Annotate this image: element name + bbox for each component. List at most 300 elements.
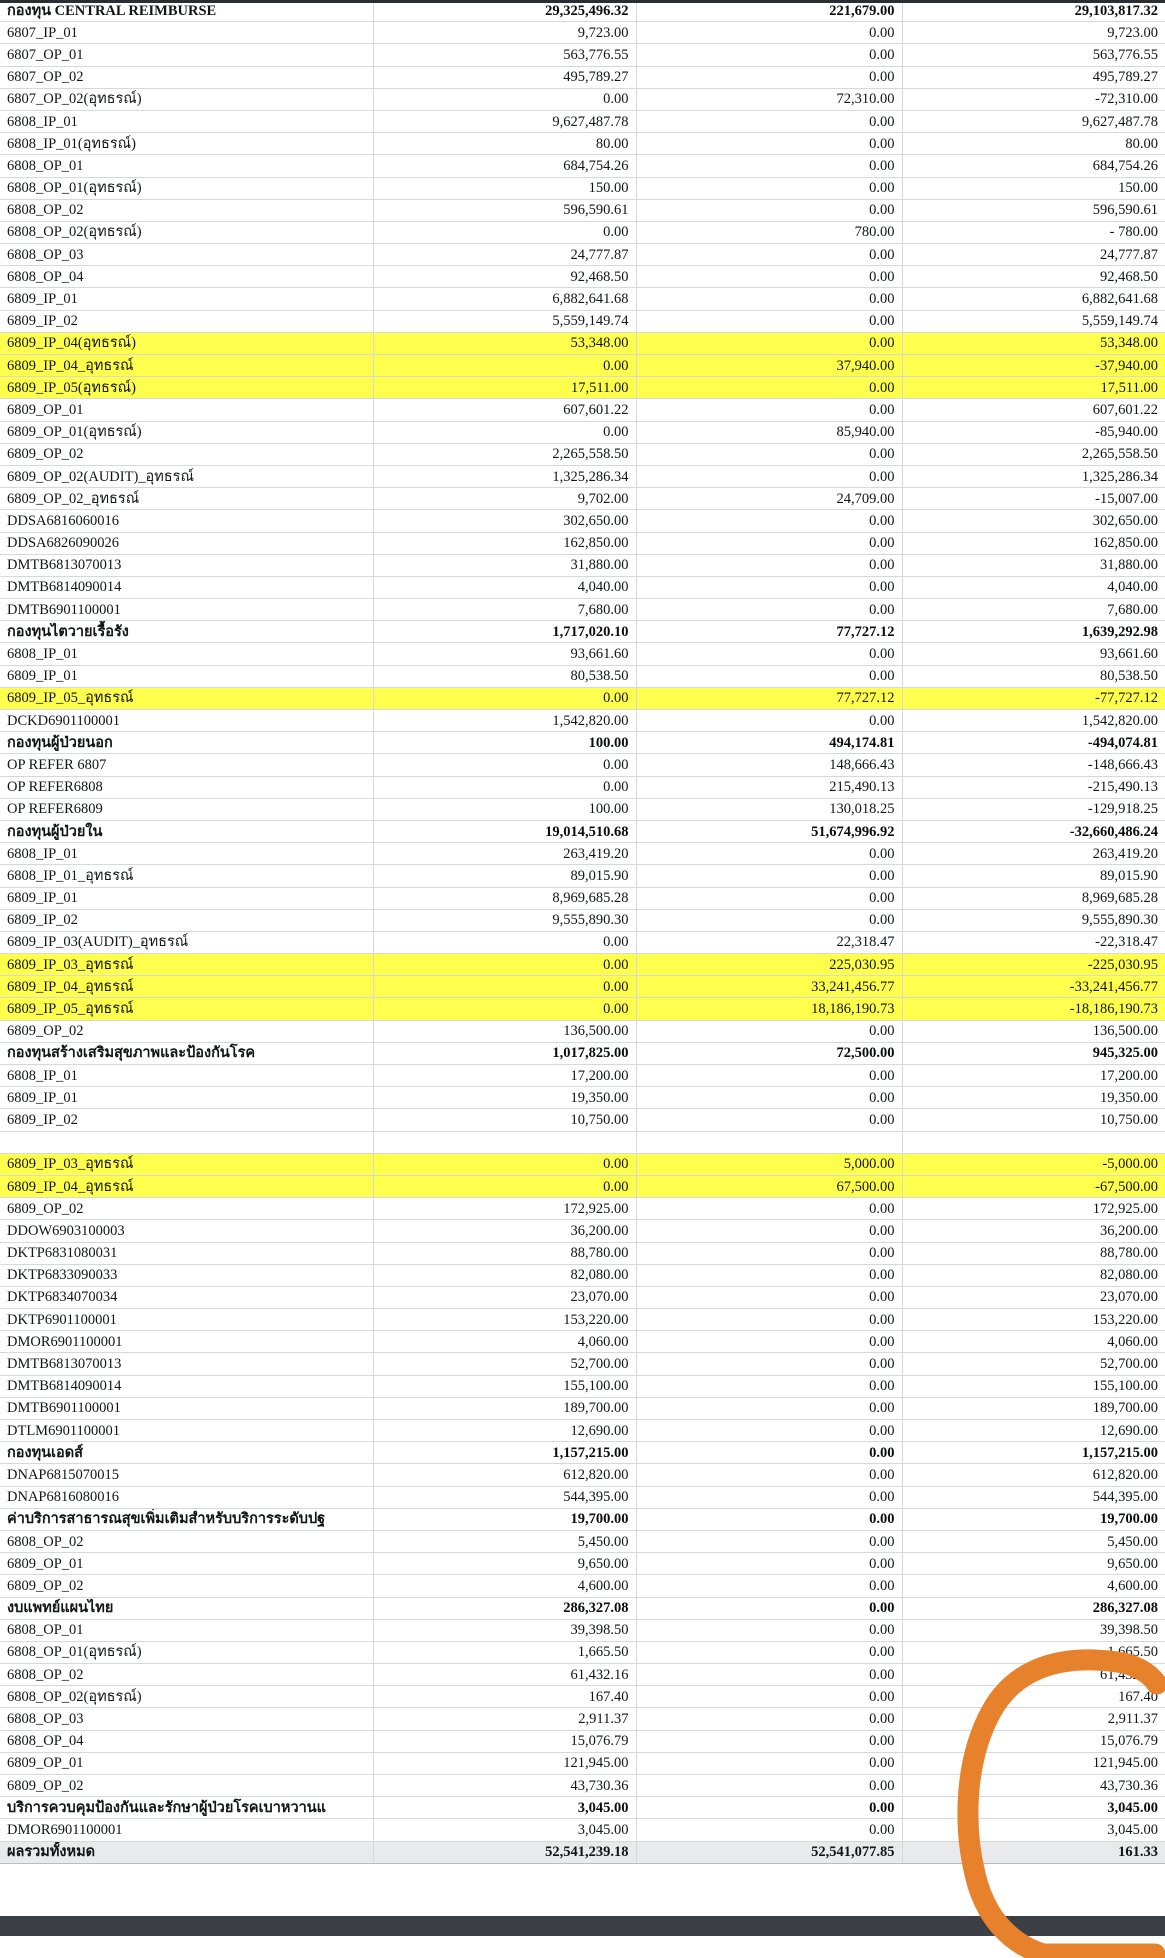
- row-amount2: 0.00: [636, 1619, 902, 1641]
- row-amount3: 17,200.00: [902, 1065, 1165, 1087]
- table-group-row[interactable]: [0, 732, 1165, 754]
- row-label: DKTP6831080031: [0, 1242, 373, 1264]
- row-label: DMTB6814090014: [0, 576, 373, 598]
- row-amount3: -5,000.00: [902, 1153, 1165, 1175]
- row-amount3: 495,789.27: [902, 66, 1165, 88]
- row-amount3: 80.00: [902, 133, 1165, 155]
- row-amount3: 2,911.37: [902, 1708, 1165, 1730]
- table-row[interactable]: [0, 776, 1165, 798]
- table-row[interactable]: [0, 1175, 1165, 1197]
- row-amount1: [373, 1131, 636, 1153]
- table-row[interactable]: [0, 1819, 1165, 1841]
- row-amount2: 0.00: [636, 710, 902, 732]
- row-amount1: 155,100.00: [373, 1375, 636, 1397]
- table-row[interactable]: [0, 976, 1165, 998]
- table-row[interactable]: [0, 1530, 1165, 1552]
- row-amount1: 80.00: [373, 133, 636, 155]
- row-amount1: 167.40: [373, 1686, 636, 1708]
- row-label: DDSA6826090026: [0, 532, 373, 554]
- row-amount1: 100.00: [373, 798, 636, 820]
- row-amount2: 0.00: [636, 510, 902, 532]
- row-label: 6809_IP_02: [0, 1109, 373, 1131]
- row-amount2: 0.00: [636, 1664, 902, 1686]
- table-row[interactable]: [0, 1486, 1165, 1508]
- row-label: 6809_OP_01: [0, 1553, 373, 1575]
- row-amount2: 0.00: [636, 399, 902, 421]
- row-label: 6809_OP_02: [0, 1020, 373, 1042]
- row-label: 6809_OP_01: [0, 399, 373, 421]
- table-row[interactable]: [0, 1198, 1165, 1220]
- row-amount2: 225,030.95: [636, 954, 902, 976]
- row-amount2: 52,541,077.85: [636, 1841, 902, 1863]
- row-amount2: 0.00: [636, 1375, 902, 1397]
- row-amount3: 92,468.50: [902, 266, 1165, 288]
- table-row[interactable]: [0, 177, 1165, 199]
- row-amount1: 82,080.00: [373, 1264, 636, 1286]
- row-label: OP REFER6809: [0, 798, 373, 820]
- table-row[interactable]: [0, 532, 1165, 554]
- row-amount1: 100.00: [373, 732, 636, 754]
- row-label: 6809_IP_05(อุทธรณ์): [0, 377, 373, 399]
- row-amount3: 1,665.50: [902, 1641, 1165, 1663]
- row-label: 6809_OP_01(อุทธรณ์): [0, 421, 373, 443]
- row-amount3: 596,590.61: [902, 199, 1165, 221]
- row-amount3: 1,542,820.00: [902, 710, 1165, 732]
- row-amount3: 17,511.00: [902, 377, 1165, 399]
- row-label: 6808_OP_02: [0, 199, 373, 221]
- table-row[interactable]: [0, 1641, 1165, 1663]
- row-amount3: 9,650.00: [902, 1553, 1165, 1575]
- row-amount1: 39,398.50: [373, 1619, 636, 1641]
- row-label: DNAP6816080016: [0, 1486, 373, 1508]
- row-amount3: 89,015.90: [902, 865, 1165, 887]
- row-amount1: 2,265,558.50: [373, 443, 636, 465]
- row-amount3: 43,730.36: [902, 1775, 1165, 1797]
- table-row[interactable]: [0, 488, 1165, 510]
- row-amount2: 0.00: [636, 599, 902, 621]
- row-label: 6808_IP_01: [0, 110, 373, 132]
- row-amount2: 24,709.00: [636, 488, 902, 510]
- table-row[interactable]: [0, 931, 1165, 953]
- row-amount3: 4,600.00: [902, 1575, 1165, 1597]
- row-amount1: 596,590.61: [373, 199, 636, 221]
- table-group-row[interactable]: [0, 1042, 1165, 1064]
- row-amount1: 0.00: [373, 1153, 636, 1175]
- table-row[interactable]: [0, 199, 1165, 221]
- row-label: DMOR6901100001: [0, 1819, 373, 1841]
- table-row[interactable]: [0, 1309, 1165, 1331]
- row-amount3: 15,076.79: [902, 1730, 1165, 1752]
- row-amount1: 172,925.00: [373, 1198, 636, 1220]
- table-row[interactable]: [0, 798, 1165, 820]
- row-amount2: 85,940.00: [636, 421, 902, 443]
- row-amount3: -148,666.43: [902, 754, 1165, 776]
- row-amount3: 23,070.00: [902, 1286, 1165, 1308]
- row-amount2: 0.00: [636, 1442, 902, 1464]
- row-amount1: 0.00: [373, 776, 636, 798]
- row-label: 6808_IP_01_อุทธรณ์: [0, 865, 373, 887]
- table-group-row[interactable]: [0, 1508, 1165, 1530]
- row-label: DKTP6834070034: [0, 1286, 373, 1308]
- row-amount2: 215,490.13: [636, 776, 902, 798]
- table-row[interactable]: [0, 1109, 1165, 1131]
- row-label: 6808_IP_01: [0, 843, 373, 865]
- row-amount1: 6,882,641.68: [373, 288, 636, 310]
- table-group-row[interactable]: [0, 1442, 1165, 1464]
- table-row[interactable]: [0, 1752, 1165, 1774]
- row-amount3: 61,432.16: [902, 1664, 1165, 1686]
- row-label: OP REFER 6807: [0, 754, 373, 776]
- row-amount2: 0.00: [636, 909, 902, 931]
- table-group-row[interactable]: [0, 1797, 1165, 1819]
- table-row[interactable]: [0, 1397, 1165, 1419]
- row-amount1: 92,468.50: [373, 266, 636, 288]
- row-amount1: 43,730.36: [373, 1775, 636, 1797]
- table-row[interactable]: [0, 1575, 1165, 1597]
- row-amount2: 0.00: [636, 199, 902, 221]
- row-label: 6809_OP_02: [0, 443, 373, 465]
- table-row[interactable]: [0, 266, 1165, 288]
- row-amount2: 0.00: [636, 1220, 902, 1242]
- row-amount2: 51,674,996.92: [636, 820, 902, 842]
- row-amount3: 6,882,641.68: [902, 288, 1165, 310]
- table-row[interactable]: [0, 133, 1165, 155]
- table-row[interactable]: [0, 1686, 1165, 1708]
- row-amount3: 945,325.00: [902, 1042, 1165, 1064]
- table-row[interactable]: [0, 88, 1165, 110]
- row-amount1: 8,969,685.28: [373, 887, 636, 909]
- row-amount3: -22,318.47: [902, 931, 1165, 953]
- row-label: DDOW6903100003: [0, 1220, 373, 1242]
- row-label: 6807_OP_02(อุทธรณ์): [0, 88, 373, 110]
- row-amount1: 10,750.00: [373, 1109, 636, 1131]
- row-amount1: 0.00: [373, 976, 636, 998]
- row-label: DMTB6814090014: [0, 1375, 373, 1397]
- table-row[interactable]: [0, 355, 1165, 377]
- row-amount1: 9,627,487.78: [373, 110, 636, 132]
- table-row[interactable]: [0, 1775, 1165, 1797]
- row-amount1: 1,665.50: [373, 1641, 636, 1663]
- table-row[interactable]: [0, 843, 1165, 865]
- row-amount2: 0.00: [636, 1087, 902, 1109]
- table-row[interactable]: [0, 1420, 1165, 1442]
- row-label: 6809_OP_02: [0, 1198, 373, 1220]
- table-row[interactable]: [0, 110, 1165, 132]
- row-amount2: 0.00: [636, 377, 902, 399]
- table-row[interactable]: [0, 1464, 1165, 1486]
- row-amount1: 495,789.27: [373, 66, 636, 88]
- row-label: กองทุนผู้ป่วยนอก: [0, 732, 373, 754]
- row-amount1: 684,754.26: [373, 155, 636, 177]
- row-amount2: 0.00: [636, 1420, 902, 1442]
- table-row[interactable]: [0, 1153, 1165, 1175]
- row-label: 6808_OP_01: [0, 155, 373, 177]
- row-amount1: 4,060.00: [373, 1331, 636, 1353]
- row-amount3: 161.33: [902, 1841, 1165, 1863]
- row-amount2: 18,186,190.73: [636, 998, 902, 1020]
- table-row[interactable]: [0, 1065, 1165, 1087]
- table-row[interactable]: [0, 377, 1165, 399]
- table-row[interactable]: [0, 954, 1165, 976]
- row-amount2: 0.00: [636, 1730, 902, 1752]
- row-amount3: - 780.00: [902, 221, 1165, 243]
- row-amount1: 17,511.00: [373, 377, 636, 399]
- row-amount3: 9,723.00: [902, 22, 1165, 44]
- row-label: กองทุน CENTRAL REIMBURSE: [0, 0, 373, 22]
- row-amount2: 0.00: [636, 110, 902, 132]
- table-row[interactable]: [0, 1708, 1165, 1730]
- row-amount3: 162,850.00: [902, 532, 1165, 554]
- table-row[interactable]: [0, 754, 1165, 776]
- row-amount1: 0.00: [373, 998, 636, 1020]
- row-amount2: 0.00: [636, 177, 902, 199]
- table-row[interactable]: [0, 665, 1165, 687]
- row-amount1: 1,325,286.34: [373, 465, 636, 487]
- row-amount1: 3,045.00: [373, 1819, 636, 1841]
- table-row[interactable]: [0, 1242, 1165, 1264]
- row-amount1: 15,076.79: [373, 1730, 636, 1752]
- row-amount2: 0.00: [636, 1752, 902, 1774]
- table-group-row[interactable]: [0, 1597, 1165, 1619]
- row-label: DNAP6815070015: [0, 1464, 373, 1486]
- table-row[interactable]: [0, 576, 1165, 598]
- table-row[interactable]: [0, 22, 1165, 44]
- row-amount2: 0.00: [636, 1553, 902, 1575]
- table-row[interactable]: [0, 1331, 1165, 1353]
- row-amount2: 77,727.12: [636, 621, 902, 643]
- table-row[interactable]: [0, 1220, 1165, 1242]
- table-row[interactable]: [0, 310, 1165, 332]
- row-amount1: 286,327.08: [373, 1597, 636, 1619]
- row-amount1: 12,690.00: [373, 1420, 636, 1442]
- row-amount3: 5,450.00: [902, 1530, 1165, 1552]
- table-row[interactable]: [0, 643, 1165, 665]
- table-row[interactable]: [0, 865, 1165, 887]
- row-amount3: 29,103,817.32: [902, 0, 1165, 22]
- row-amount3: 612,820.00: [902, 1464, 1165, 1486]
- row-label: DMTB6813070013: [0, 1353, 373, 1375]
- row-amount3: 39,398.50: [902, 1619, 1165, 1641]
- row-label: 6809_IP_05_อุทธรณ์: [0, 998, 373, 1020]
- row-label: 6809_IP_01: [0, 887, 373, 909]
- row-amount3: 53,348.00: [902, 332, 1165, 354]
- table-row[interactable]: [0, 1375, 1165, 1397]
- table-row[interactable]: [0, 465, 1165, 487]
- table-row[interactable]: [0, 332, 1165, 354]
- row-amount2: 0.00: [636, 1686, 902, 1708]
- table-row[interactable]: [0, 1286, 1165, 1308]
- row-amount2: 130,018.25: [636, 798, 902, 820]
- row-amount3: -129,918.25: [902, 798, 1165, 820]
- row-amount3: -77,727.12: [902, 687, 1165, 709]
- row-amount3: -72,310.00: [902, 88, 1165, 110]
- row-amount1: 31,880.00: [373, 554, 636, 576]
- row-amount3: 36,200.00: [902, 1220, 1165, 1242]
- row-label: 6809_IP_01: [0, 288, 373, 310]
- table-row[interactable]: [0, 554, 1165, 576]
- row-label: 6809_IP_01: [0, 1087, 373, 1109]
- table-row[interactable]: [0, 510, 1165, 532]
- row-amount2: 0.00: [636, 1597, 902, 1619]
- row-amount2: 221,679.00: [636, 0, 902, 22]
- row-amount3: 189,700.00: [902, 1397, 1165, 1419]
- row-amount1: 121,945.00: [373, 1752, 636, 1774]
- row-amount1: 19,700.00: [373, 1508, 636, 1530]
- table-group-row[interactable]: [0, 0, 1165, 22]
- row-amount3: 8,969,685.28: [902, 887, 1165, 909]
- row-amount2: 0.00: [636, 133, 902, 155]
- row-amount2: 0.00: [636, 1775, 902, 1797]
- row-amount1: 89,015.90: [373, 865, 636, 887]
- row-amount2: 0.00: [636, 465, 902, 487]
- table-row[interactable]: [0, 1264, 1165, 1286]
- table-row[interactable]: [0, 1619, 1165, 1641]
- row-amount2: 0.00: [636, 1575, 902, 1597]
- row-amount1: 0.00: [373, 931, 636, 953]
- row-label: 6809_OP_01: [0, 1752, 373, 1774]
- row-amount1: 189,700.00: [373, 1397, 636, 1419]
- row-amount1: 612,820.00: [373, 1464, 636, 1486]
- row-amount2: 148,666.43: [636, 754, 902, 776]
- row-label: DTLM6901100001: [0, 1420, 373, 1442]
- table-row[interactable]: [0, 909, 1165, 931]
- row-amount3: 167.40: [902, 1686, 1165, 1708]
- row-amount3: 4,040.00: [902, 576, 1165, 598]
- row-amount2: 0.00: [636, 554, 902, 576]
- row-label: ค่าบริการสาธารณสุขเพิ่มเติมสำหรับบริการระดับปฐ: [0, 1508, 373, 1530]
- row-amount2: 0.00: [636, 1331, 902, 1353]
- row-amount3: 9,627,487.78: [902, 110, 1165, 132]
- table-row[interactable]: [0, 710, 1165, 732]
- row-amount3: 3,045.00: [902, 1797, 1165, 1819]
- row-amount3: 544,395.00: [902, 1486, 1165, 1508]
- row-amount1: 36,200.00: [373, 1220, 636, 1242]
- table-group-row[interactable]: [0, 820, 1165, 842]
- row-amount2: 0.00: [636, 576, 902, 598]
- table-row[interactable]: [0, 155, 1165, 177]
- row-amount3: -18,186,190.73: [902, 998, 1165, 1020]
- table-row[interactable]: [0, 998, 1165, 1020]
- row-label: 6807_OP_02: [0, 66, 373, 88]
- row-amount1: 0.00: [373, 754, 636, 776]
- row-amount3: -494,074.81: [902, 732, 1165, 754]
- row-label: 6807_OP_01: [0, 44, 373, 66]
- row-label: DMTB6901100001: [0, 599, 373, 621]
- row-amount2: 0.00: [636, 1641, 902, 1663]
- row-amount2: 0.00: [636, 1286, 902, 1308]
- table-total-row[interactable]: [0, 1841, 1165, 1863]
- table-row[interactable]: [0, 244, 1165, 266]
- table-row[interactable]: [0, 421, 1165, 443]
- row-amount1: 153,220.00: [373, 1309, 636, 1331]
- row-amount3: 2,265,558.50: [902, 443, 1165, 465]
- row-amount3: -85,940.00: [902, 421, 1165, 443]
- row-amount2: 0.00: [636, 1708, 902, 1730]
- row-amount1: 9,723.00: [373, 22, 636, 44]
- row-amount1: 61,432.16: [373, 1664, 636, 1686]
- row-amount1: 9,555,890.30: [373, 909, 636, 931]
- row-amount1: 19,350.00: [373, 1087, 636, 1109]
- row-label: 6809_IP_05_อุทธรณ์: [0, 687, 373, 709]
- table-row[interactable]: [0, 44, 1165, 66]
- row-amount3: 10,750.00: [902, 1109, 1165, 1131]
- table-row[interactable]: [0, 687, 1165, 709]
- row-label: DMTB6901100001: [0, 1397, 373, 1419]
- row-amount2: 77,727.12: [636, 687, 902, 709]
- row-amount3: [902, 1131, 1165, 1153]
- row-amount3: 153,220.00: [902, 1309, 1165, 1331]
- row-label: 6809_OP_02(AUDIT)_อุทธรณ์: [0, 465, 373, 487]
- row-amount1: 607,601.22: [373, 399, 636, 421]
- row-amount2: 0.00: [636, 244, 902, 266]
- row-amount3: 52,700.00: [902, 1353, 1165, 1375]
- row-label: งบแพทย์แผนไทย: [0, 1597, 373, 1619]
- table-row[interactable]: [0, 288, 1165, 310]
- row-amount3: 9,555,890.30: [902, 909, 1165, 931]
- row-amount3: -33,241,456.77: [902, 976, 1165, 998]
- row-amount1: 52,541,239.18: [373, 1841, 636, 1863]
- row-amount2: 0.00: [636, 1486, 902, 1508]
- row-label: 6809_IP_03_อุทธรณ์: [0, 1153, 373, 1175]
- row-label: 6808_OP_02: [0, 1530, 373, 1552]
- row-amount1: 1,542,820.00: [373, 710, 636, 732]
- table-row[interactable]: [0, 887, 1165, 909]
- row-amount2: 22,318.47: [636, 931, 902, 953]
- table-row[interactable]: [0, 1553, 1165, 1575]
- table-row[interactable]: [0, 443, 1165, 465]
- row-amount1: 80,538.50: [373, 665, 636, 687]
- row-amount3: 155,100.00: [902, 1375, 1165, 1397]
- table-row[interactable]: [0, 1020, 1165, 1042]
- row-label: 6808_OP_01(อุทธรณ์): [0, 177, 373, 199]
- row-amount2: 0.00: [636, 843, 902, 865]
- row-label: 6808_OP_04: [0, 1730, 373, 1752]
- row-amount1: 17,200.00: [373, 1065, 636, 1087]
- row-amount1: 53,348.00: [373, 332, 636, 354]
- table-row[interactable]: [0, 399, 1165, 421]
- table-group-row[interactable]: [0, 621, 1165, 643]
- row-amount3: -32,660,486.24: [902, 820, 1165, 842]
- row-amount2: 0.00: [636, 643, 902, 665]
- row-amount1: 0.00: [373, 687, 636, 709]
- table-row[interactable]: [0, 1730, 1165, 1752]
- row-amount1: 88,780.00: [373, 1242, 636, 1264]
- row-amount2: 0.00: [636, 155, 902, 177]
- row-amount2: 0.00: [636, 1353, 902, 1375]
- table-row[interactable]: [0, 221, 1165, 243]
- row-amount3: 150.00: [902, 177, 1165, 199]
- table-row[interactable]: [0, 1087, 1165, 1109]
- row-amount2: 0.00: [636, 310, 902, 332]
- table-row[interactable]: [0, 599, 1165, 621]
- row-amount2: 0.00: [636, 1109, 902, 1131]
- row-amount1: 150.00: [373, 177, 636, 199]
- table-row[interactable]: [0, 1664, 1165, 1686]
- row-amount3: -37,940.00: [902, 355, 1165, 377]
- table-row[interactable]: [0, 66, 1165, 88]
- row-amount2: 0.00: [636, 1309, 902, 1331]
- row-amount3: 1,325,286.34: [902, 465, 1165, 487]
- row-label: ผลรวมทั้งหมด: [0, 1841, 373, 1863]
- row-label: 6808_OP_02: [0, 1664, 373, 1686]
- table-row[interactable]: [0, 1353, 1165, 1375]
- row-label: 6808_OP_01(อุทธรณ์): [0, 1641, 373, 1663]
- table-row[interactable]: [0, 1131, 1165, 1153]
- row-amount1: 3,045.00: [373, 1797, 636, 1819]
- row-label: 6809_IP_04_อุทธรณ์: [0, 355, 373, 377]
- row-amount3: 12,690.00: [902, 1420, 1165, 1442]
- row-amount2: 0.00: [636, 443, 902, 465]
